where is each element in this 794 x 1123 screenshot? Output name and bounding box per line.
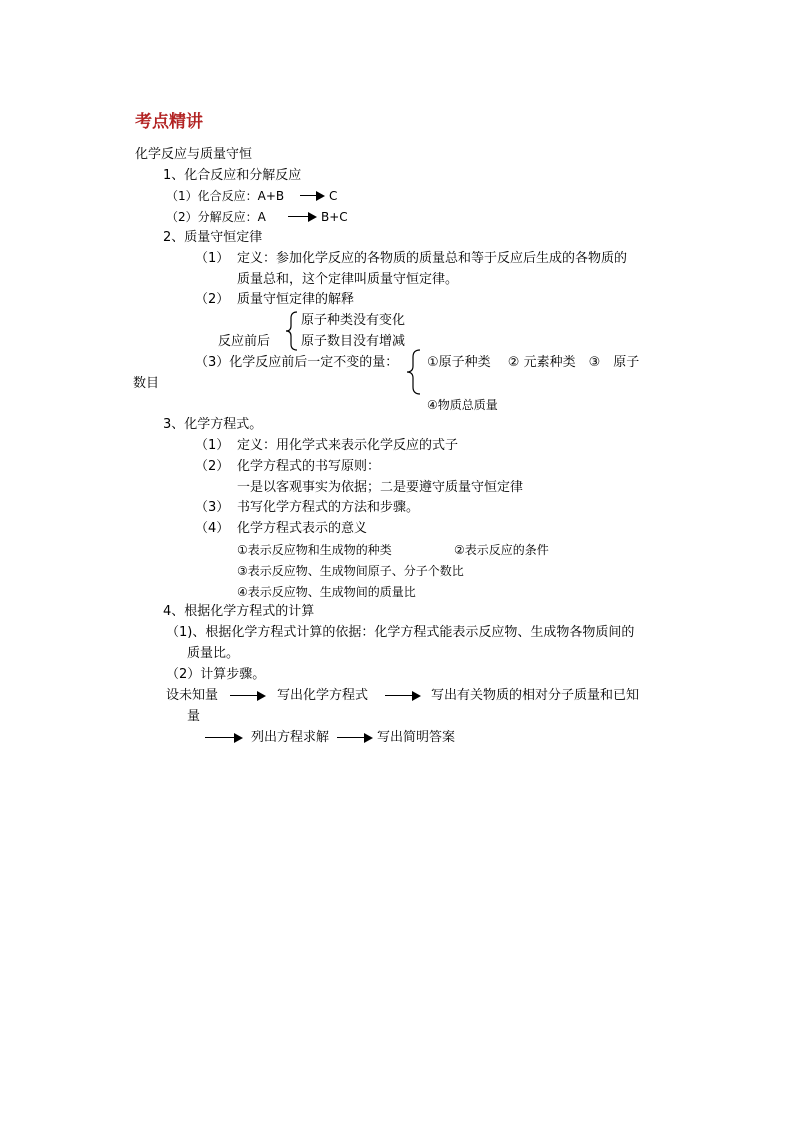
definition-line-2: 质量总和，这个定律叫质量守恒定律。 (237, 272, 459, 287)
list-number: （2） (195, 292, 230, 307)
calculation-basis-line-2: 质量比。 (187, 646, 240, 661)
heading-3: 3、化学方程式。 (163, 417, 263, 432)
writing-steps: 书写化学方程式的方法和步骤。 (237, 500, 420, 515)
left-brace-icon (406, 349, 422, 395)
equation-meaning: 化学方程式表示的意义 (237, 521, 368, 536)
list-number: （2） (195, 459, 230, 474)
unchanged-items: ①原子种类 ② 元素种类 ③ 原子 (427, 355, 640, 370)
explanation-title: 质量守恒定律的解释 (237, 292, 355, 307)
meaning-1: ①表示反应物和生成物的种类 (237, 543, 392, 557)
step-1: 设未知量 (166, 688, 219, 703)
brace-label: 反应前后 (218, 334, 271, 349)
step-3-wrap: 量 (187, 709, 201, 724)
list-number: （4） (195, 521, 230, 536)
meaning-2: ②表示反应的条件 (454, 543, 549, 557)
arrow-icon (300, 191, 324, 201)
combination-product: C (329, 189, 338, 203)
arrow-icon (385, 691, 421, 701)
left-brace-icon (285, 311, 299, 351)
calculation-basis-line-1: （1)、根据化学方程式计算的依据：化学方程式能表示反应物、生成物各物质间的 (166, 625, 635, 640)
step-5: 写出简明答案 (377, 730, 456, 745)
equation-definition: 定义：用化学式来表示化学反应的式子 (237, 438, 459, 453)
list-number: （3） (195, 500, 230, 515)
writing-principles-detail: 一是以客观事实为依据；二是要遵守质量守恒定律 (237, 480, 524, 495)
brace-item-1: 原子种类没有变化 (301, 313, 406, 328)
heading-1: 1、化合反应和分解反应 (163, 168, 302, 183)
list-number: （1） (195, 251, 230, 266)
combination-reaction-label: （1）化合反应：A+B (166, 189, 285, 203)
decomposition-reaction-label: （2）分解反应：A (166, 210, 266, 224)
meaning-3: ③表示反应物、生成物间原子、分子个数比 (237, 564, 464, 578)
meaning-4: ④表示反应物、生成物间的质量比 (237, 585, 416, 599)
steps-title: （2）计算步骤。 (166, 667, 266, 682)
step-2: 写出化学方程式 (277, 688, 369, 703)
definition-line-1: 定义：参加化学反应的各物质的质量总和等于反应后生成的各物质的 (237, 251, 628, 266)
step-3: 写出有关物质的相对分子质量和已知 (431, 688, 640, 703)
heading-4: 4、根据化学方程式的计算 (163, 604, 315, 619)
writing-principles: 化学方程式的书写原则： (237, 459, 381, 474)
page-title: 考点精讲 (135, 112, 203, 132)
unchanged-label: （3）化学反应前后一定不变的量： (195, 355, 399, 370)
decomposition-product: B+C (321, 210, 348, 224)
unchanged-items-wrap: 数目 (133, 376, 160, 391)
arrow-icon (205, 733, 243, 743)
arrow-icon (337, 733, 373, 743)
brace-item-2: 原子数目没有增减 (301, 334, 406, 349)
heading-2: 2、质量守恒定律 (163, 230, 263, 245)
unchanged-item-4: ④物质总质量 (427, 398, 498, 412)
arrow-icon (288, 212, 316, 222)
list-number: （1） (195, 438, 230, 453)
step-4: 列出方程求解 (251, 730, 330, 745)
section-title: 化学反应与质量守恒 (135, 147, 253, 162)
arrow-icon (230, 691, 266, 701)
